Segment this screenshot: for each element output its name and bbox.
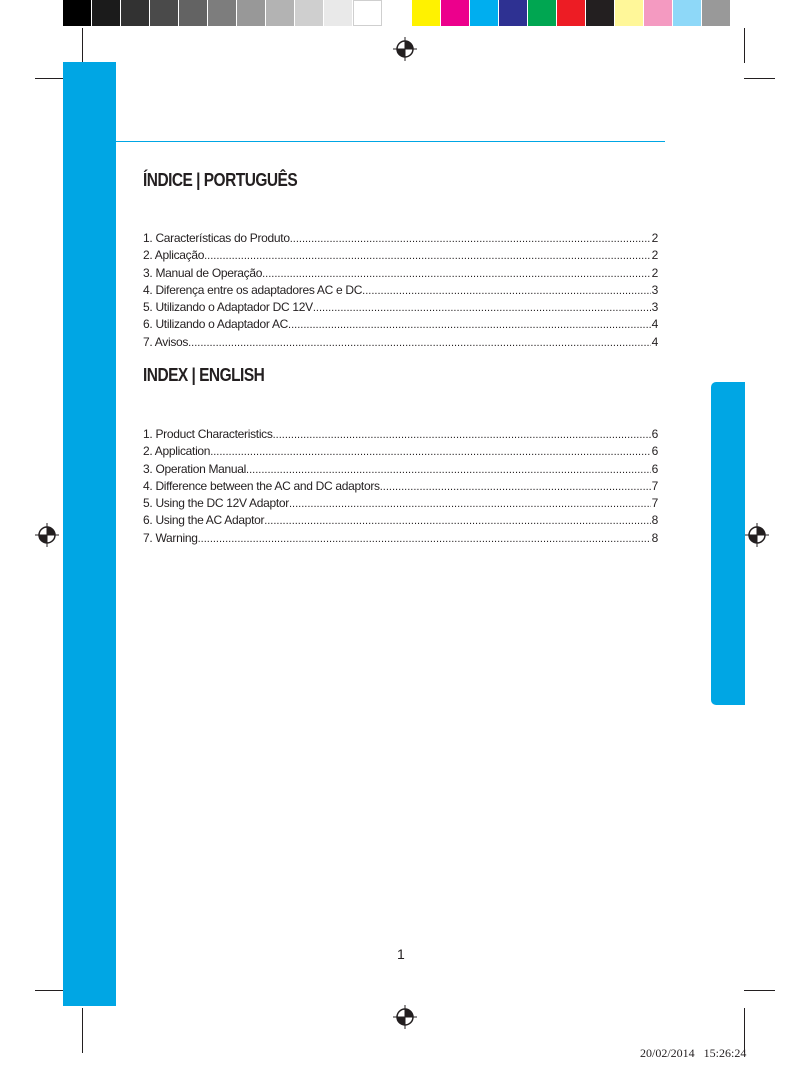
toc-dot-leader	[198, 531, 651, 547]
toc-entry[interactable]	[143, 265, 658, 282]
toc-entry-page: 6	[651, 444, 658, 459]
color-patch	[586, 0, 615, 26]
edge-tab	[711, 382, 745, 705]
toc-entry-title: 3. Operation Manual	[143, 461, 247, 476]
toc-entry[interactable]	[143, 512, 658, 529]
toc-entry-page: 4	[651, 317, 658, 332]
color-patch	[63, 0, 92, 26]
section-heading-english: INDEX | ENGLISH	[143, 365, 265, 385]
toc-dot-leader	[246, 462, 651, 478]
toc-entry[interactable]	[143, 334, 658, 351]
crop-mark	[744, 28, 745, 63]
color-patch	[266, 0, 295, 26]
toc-entry-title: 2. Aplicação	[143, 248, 205, 263]
toc-entry-page: 6	[651, 461, 658, 476]
toc-entry-page: 2	[651, 265, 658, 280]
color-patch	[412, 0, 441, 26]
toc-entry-title: 2. Application	[143, 444, 211, 459]
toc-entry-title: 6. Using the AC Adaptor	[143, 513, 265, 528]
toc-entry[interactable]	[143, 530, 658, 547]
color-patch	[615, 0, 644, 26]
toc-entry[interactable]	[143, 461, 658, 478]
toc-entry-title: 1. Características do Produto	[143, 231, 290, 245]
crop-mark	[35, 78, 64, 79]
registration-target-icon	[393, 1005, 417, 1029]
toc-dot-leader	[262, 266, 651, 282]
toc-entry-page: 4	[651, 334, 658, 349]
color-patch	[441, 0, 470, 26]
toc-entry[interactable]	[143, 299, 658, 316]
toc-entry-title: 4. Difference between the AC and DC adaptors	[143, 478, 380, 493]
toc-entry-title: 7. Avisos	[143, 334, 189, 349]
grayscale-calibration-strip	[63, 0, 382, 26]
color-patch	[702, 0, 731, 26]
color-patch	[499, 0, 528, 26]
toc-dot-leader	[288, 317, 651, 333]
toc-entry-page: 6	[651, 427, 658, 441]
color-patch	[295, 0, 324, 26]
page-number: 1	[397, 946, 405, 962]
toc-entry-title: 3. Manual de Operação	[143, 265, 263, 280]
color-patch	[644, 0, 673, 26]
toc-english	[143, 426, 658, 547]
color-patch	[121, 0, 150, 26]
color-patch	[179, 0, 208, 26]
toc-entry[interactable]	[143, 495, 658, 512]
toc-entry-page: 3	[651, 300, 658, 315]
toc-entry-page: 2	[651, 248, 658, 263]
toc-entry-page: 7	[651, 496, 658, 511]
toc-entry[interactable]	[143, 478, 658, 495]
crop-mark	[82, 1008, 83, 1053]
color-patch	[92, 0, 121, 26]
color-patch	[237, 0, 266, 26]
color-patch	[557, 0, 586, 26]
toc-entry[interactable]	[143, 230, 658, 247]
toc-entry-title: 5. Using the DC 12V Adaptor	[143, 496, 289, 511]
color-patch	[528, 0, 557, 26]
toc-entry-page: 2	[651, 231, 658, 245]
toc-entry[interactable]	[143, 426, 658, 443]
toc-entry-title: 6. Utilizando o Adaptador AC	[143, 317, 289, 332]
toc-entry-title: 4. Diferença entre os adaptadores AC e DC	[143, 282, 363, 297]
toc-dot-leader	[273, 427, 651, 443]
toc-entry-page: 8	[651, 513, 658, 528]
toc-dot-leader	[264, 513, 650, 529]
toc-entry-page: 8	[651, 530, 658, 545]
color-patch	[208, 0, 237, 26]
color-patch	[324, 0, 353, 26]
crop-mark	[35, 990, 64, 991]
color-patch	[470, 0, 499, 26]
header-rule	[116, 141, 665, 142]
color-calibration-strip	[412, 0, 731, 26]
crop-mark	[744, 78, 775, 79]
color-patch	[353, 0, 382, 26]
section-heading-portuguese: ÍNDICE | PORTUGUÊS	[143, 170, 298, 190]
toc-entry[interactable]	[143, 443, 658, 460]
toc-dot-leader	[204, 248, 651, 264]
toc-entry-page: 7	[651, 478, 658, 493]
registration-target-icon	[745, 523, 769, 547]
color-patch	[673, 0, 702, 26]
crop-mark	[744, 990, 775, 991]
toc-dot-leader	[210, 444, 650, 460]
crop-mark	[82, 28, 83, 63]
toc-dot-leader	[290, 231, 651, 247]
registration-target-icon	[35, 523, 59, 547]
color-patch	[150, 0, 179, 26]
toc-entry-title: 5. Utilizando o Adaptador DC 12V	[143, 300, 313, 315]
toc-entry[interactable]	[143, 282, 658, 299]
toc-dot-leader	[289, 496, 651, 512]
toc-entry[interactable]	[143, 247, 658, 264]
toc-dot-leader	[362, 283, 650, 299]
toc-entry-title: 1. Product Characteristics	[143, 427, 273, 441]
toc-entry-page: 3	[651, 282, 658, 297]
toc-dot-leader	[188, 335, 651, 351]
toc-dot-leader	[313, 300, 651, 316]
side-color-bar	[63, 62, 116, 1006]
toc-portuguese	[143, 230, 658, 351]
toc-entry-title: 7. Warning	[143, 530, 198, 545]
toc-dot-leader	[380, 479, 651, 495]
print-timestamp: 20/02/2014 15:26:24	[640, 1046, 747, 1060]
toc-entry[interactable]	[143, 316, 658, 333]
registration-target-icon	[393, 37, 417, 61]
